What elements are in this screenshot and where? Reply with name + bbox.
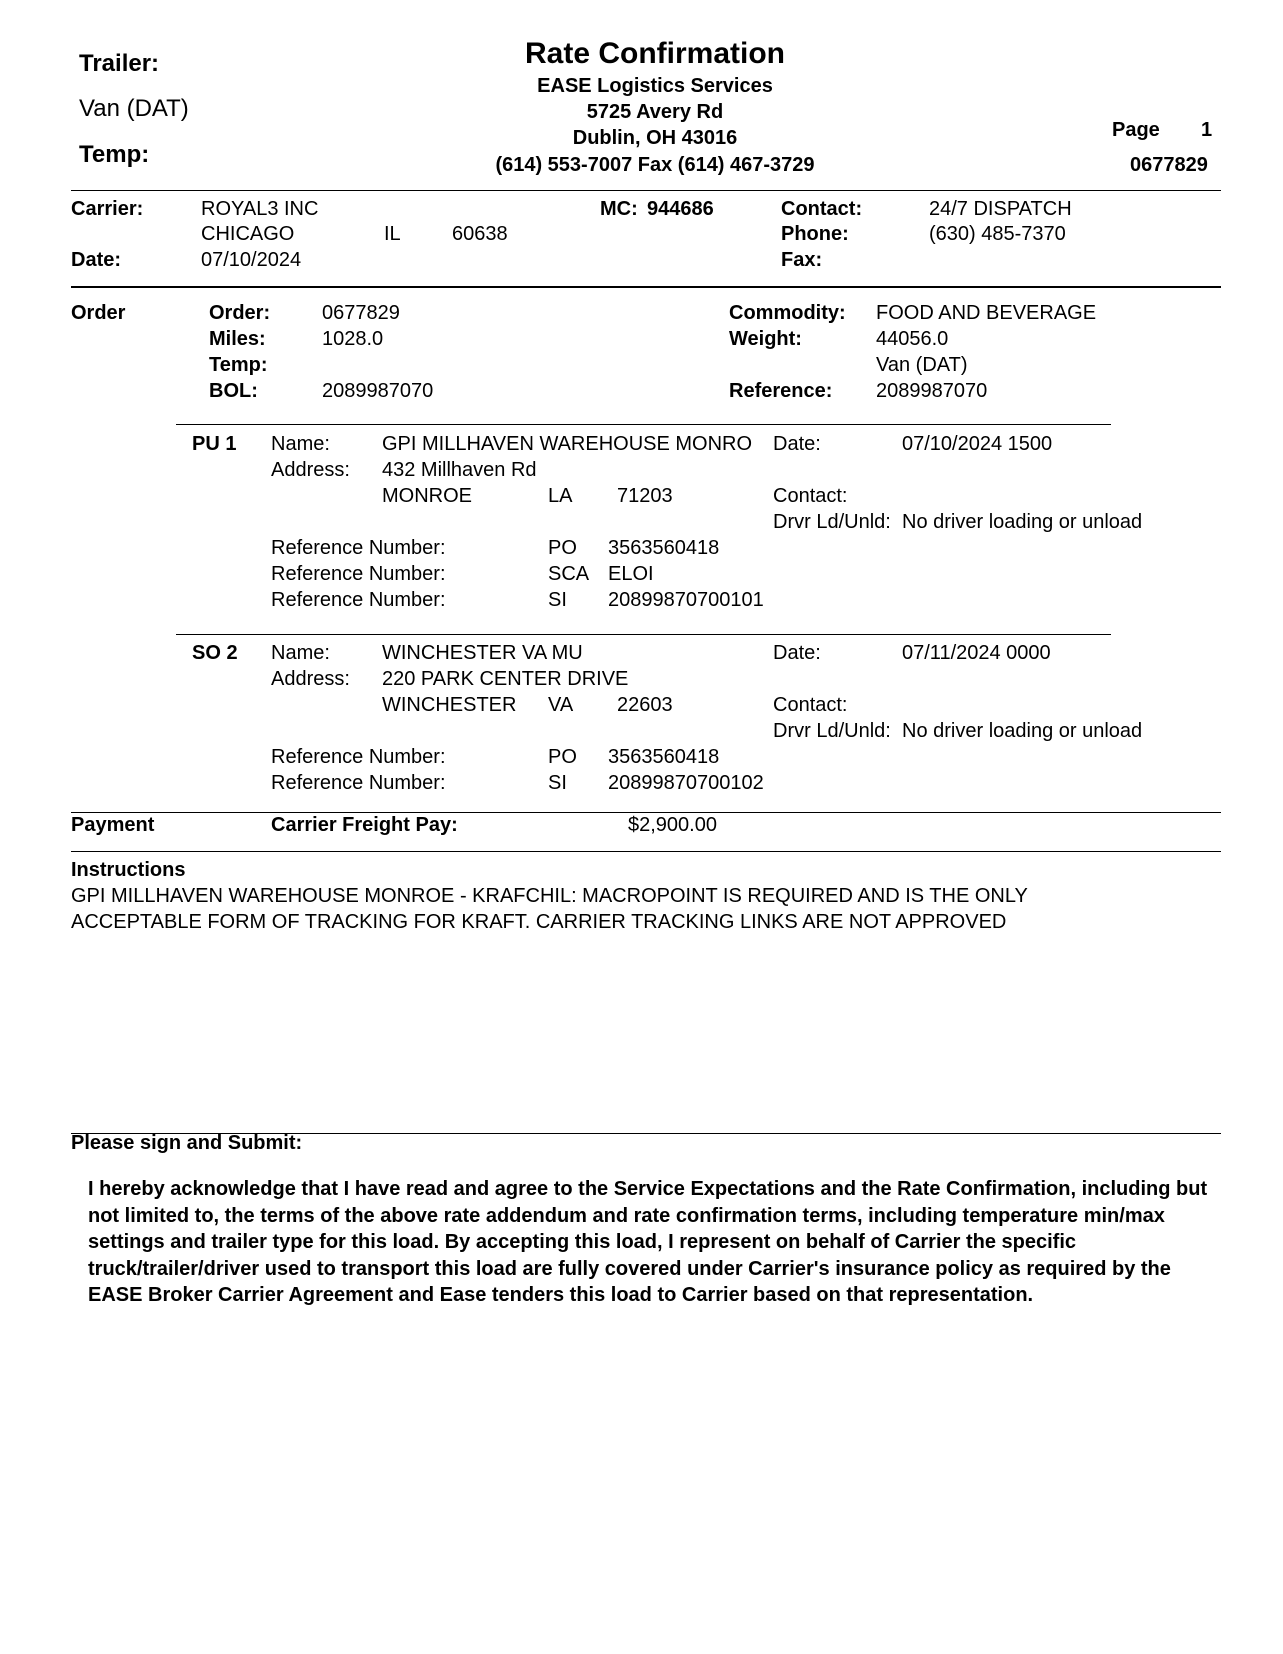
carrier-date-value: 07/10/2024: [201, 249, 302, 271]
divider: [71, 286, 1221, 288]
miles-value: 1028.0: [322, 328, 384, 350]
divider: [71, 190, 1221, 191]
bol-value: 2089987070: [322, 380, 434, 402]
stop-contact-label: Contact:: [773, 694, 848, 716]
company-name: EASE Logistics Services: [537, 75, 773, 97]
carrier-state: IL: [384, 223, 401, 245]
carrier-city: CHICAGO: [201, 223, 295, 245]
reference-value: 3563560418: [608, 537, 720, 559]
reference-type: SCA: [548, 563, 590, 585]
instructions-line: GPI MILLHAVEN WAREHOUSE MONROE - KRAFCHIL: MACROPOINT IS REQUIRED AND IS THE ONLY: [71, 885, 1028, 907]
miles-label: Miles:: [209, 328, 266, 350]
bol-label: BOL:: [209, 380, 258, 402]
company-phone-fax: (614) 553-7007 Fax (614) 467-3729: [495, 154, 815, 176]
page-number: 1: [1201, 119, 1213, 141]
reference-value: 20899870700102: [608, 772, 764, 794]
reference-value: ELOI: [608, 563, 654, 585]
stop-driver-value: No driver loading or unload: [902, 720, 1143, 742]
stop-street: 220 PARK CENTER DRIVE: [382, 668, 629, 690]
stop-date: 07/11/2024 0000: [902, 642, 1051, 664]
trailer-value: Van (DAT): [79, 95, 189, 122]
mc-label: MC:: [600, 198, 638, 220]
reference-value: 3563560418: [608, 746, 720, 768]
mc-value: 944686: [647, 198, 714, 220]
trailer-label: Trailer:: [79, 50, 160, 77]
stop-name-label: Name:: [271, 433, 330, 455]
weight-value: 44056.0: [876, 328, 949, 350]
reference-number-label: Reference Number:: [271, 537, 446, 559]
commodity-label: Commodity:: [729, 302, 846, 324]
carrier-zip: 60638: [452, 223, 508, 245]
reference-number-label: Reference Number:: [271, 589, 446, 611]
stop-name: GPI MILLHAVEN WAREHOUSE MONRO: [382, 433, 753, 455]
equipment-value: Van (DAT): [876, 354, 968, 376]
company-street: 5725 Avery Rd: [586, 101, 724, 123]
stop-address-label: Address:: [271, 668, 350, 690]
reference-type: PO: [548, 746, 577, 768]
stop-date-label: Date:: [773, 433, 821, 455]
stop-city: MONROE: [382, 485, 472, 507]
stop-city: WINCHESTER: [382, 694, 517, 716]
reference-number-label: Reference Number:: [271, 746, 446, 768]
acknowledgement-text: I hereby acknowledge that I have read and agree to the Service Expectations and the Rate Confirmation, including but not limited to, the terms of the above rate addendum and rate confirmation terms, including temperature min/max settings and trailer type for this load. By accepting this load, I represent on behalf of Carrier the specific truck/trailer/driver used to transport this load are fully covered under Carrier's insurance policy as required by the EASE Broker Carrier Agreement and Ease tenders this load to Carrier based on that representation.: [88, 1178, 1208, 1306]
page-label: Page: [1112, 119, 1160, 141]
stop-street: 432 Millhaven Rd: [382, 459, 537, 481]
stop-date: 07/10/2024 1500: [902, 433, 1053, 455]
reference-number-label: Reference Number:: [271, 563, 446, 585]
divider: [176, 424, 1111, 425]
fax-label: Fax:: [781, 249, 823, 271]
stop-driver-label: Drvr Ld/Unld:: [773, 511, 891, 533]
stop-zip: 22603: [617, 694, 673, 716]
carrier-date-label: Date:: [71, 249, 122, 271]
divider: [71, 851, 1221, 852]
reference-type: SI: [548, 589, 567, 611]
divider: [176, 634, 1111, 635]
stop-driver-value: No driver loading or unload: [902, 511, 1143, 533]
contact-label: Contact:: [781, 198, 863, 220]
instructions-line: ACCEPTABLE FORM OF TRACKING FOR KRAFT. CARRIER TRACKING LINKS ARE NOT APPROVED: [71, 911, 1007, 933]
commodity-value: FOOD AND BEVERAGE: [876, 302, 1097, 324]
carrier-name: ROYAL3 INC: [201, 198, 319, 220]
stop-label: SO 2: [192, 642, 238, 664]
order-label: Order:: [209, 302, 271, 324]
payment-label: Payment: [71, 814, 155, 836]
stop-name-label: Name:: [271, 642, 330, 664]
stop-date-label: Date:: [773, 642, 821, 664]
freight-pay-label: Carrier Freight Pay:: [271, 814, 458, 836]
page-title: Rate Confirmation: [524, 37, 785, 70]
stop-contact-label: Contact:: [773, 485, 848, 507]
phone-value: (630) 485-7370: [929, 223, 1066, 245]
order-temp-label: Temp:: [209, 354, 268, 376]
reference-value: 2089987070: [876, 380, 988, 402]
stop-label: PU 1: [192, 433, 237, 455]
carrier-label: Carrier:: [71, 198, 144, 220]
reference-value: 20899870700101: [608, 589, 764, 611]
reference-type: PO: [548, 537, 577, 559]
reference-type: SI: [548, 772, 567, 794]
order-section-label: Order: [71, 302, 126, 324]
stop-driver-label: Drvr Ld/Unld:: [773, 720, 891, 742]
sign-submit-label: Please sign and Submit:: [71, 1132, 303, 1154]
reference-label: Reference:: [729, 380, 833, 402]
phone-label: Phone:: [781, 223, 849, 245]
stop-state: LA: [548, 485, 573, 507]
temp-label: Temp:: [79, 141, 150, 168]
reference-number-label: Reference Number:: [271, 772, 446, 794]
stop-zip: 71203: [617, 485, 673, 507]
order-value: 0677829: [322, 302, 400, 324]
freight-pay-value: $2,900.00: [628, 814, 717, 836]
company-city: Dublin, OH 43016: [572, 127, 738, 149]
weight-label: Weight:: [729, 328, 802, 350]
stop-name: WINCHESTER VA MU: [382, 642, 583, 664]
header-order-number: 0677829: [1130, 154, 1208, 176]
stop-address-label: Address:: [271, 459, 350, 481]
instructions-label: Instructions: [71, 859, 186, 881]
contact-value: 24/7 DISPATCH: [929, 198, 1072, 220]
stop-state: VA: [548, 694, 574, 716]
